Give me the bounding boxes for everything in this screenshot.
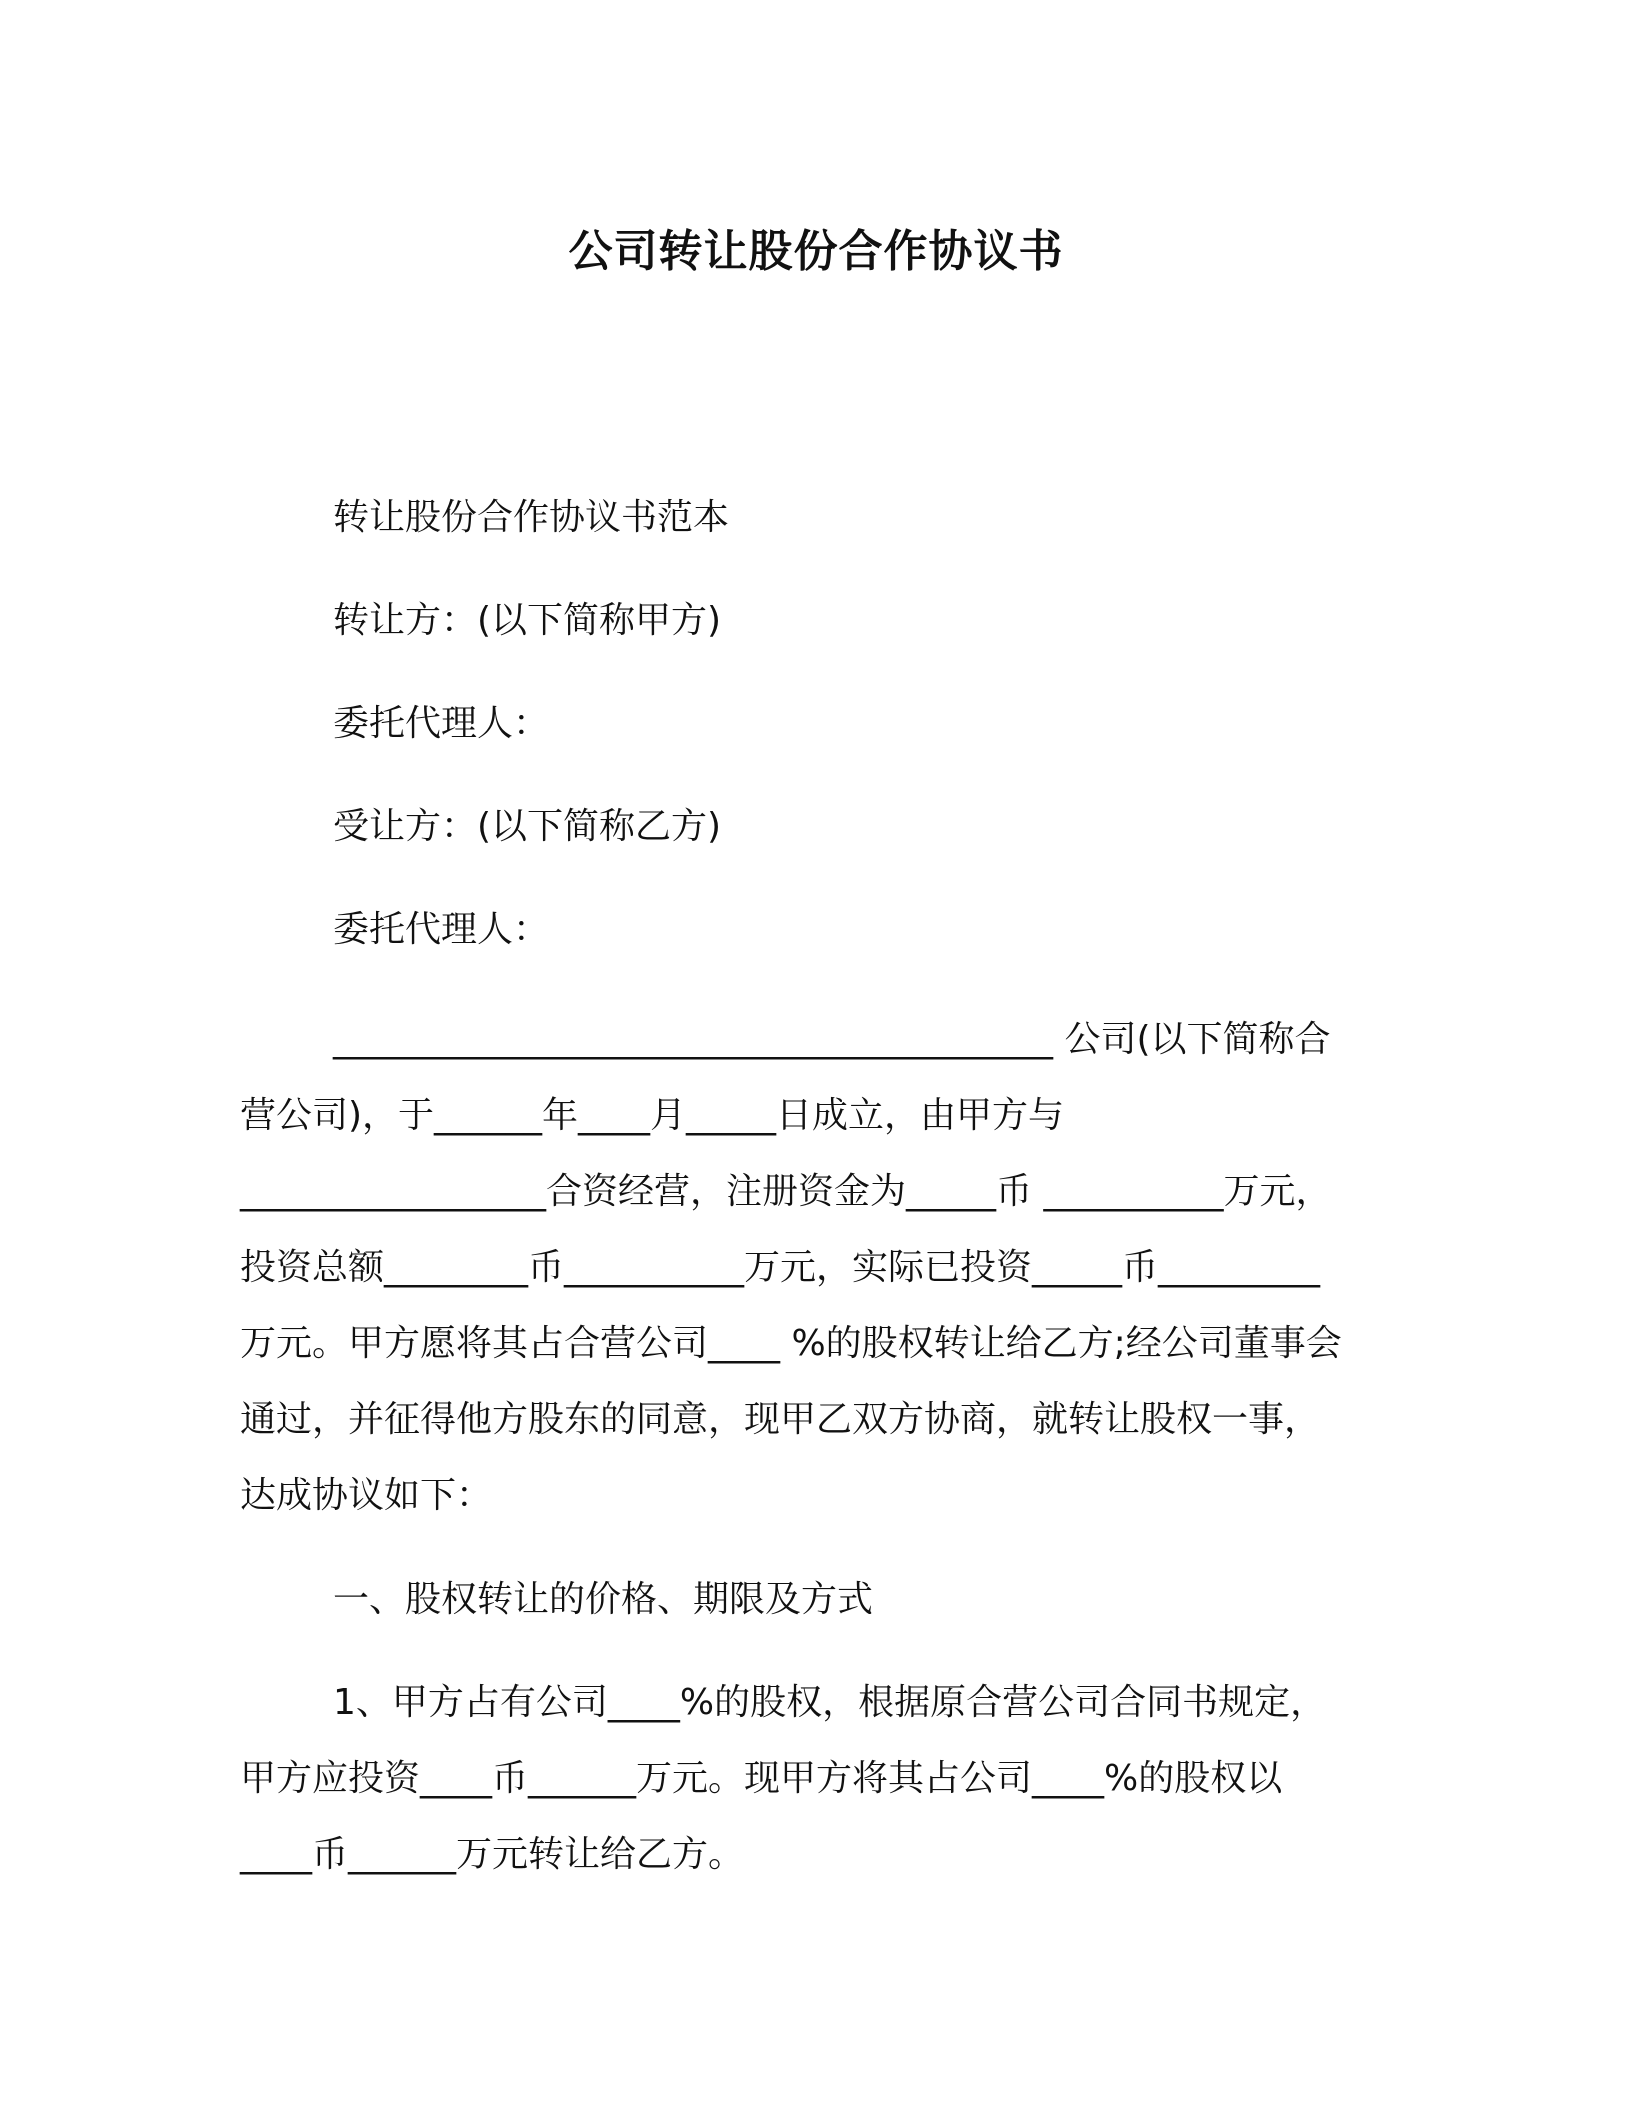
intro-paragraph-line: 投资总额________币__________万元，实际已投资_____币_________	[240, 1247, 1321, 1288]
agent-line-1: 委托代理人：	[333, 703, 550, 744]
subtitle-line: 转让股份合作协议书范本	[333, 497, 730, 538]
transferor-line: 转让方：(以下简称甲方)	[333, 600, 722, 641]
intro-paragraph-line: 通过，并征得他方股东的同意，现甲乙双方协商，就转让股权一事，	[240, 1399, 1321, 1440]
transferee-line: 受让方：(以下简称乙方)	[333, 806, 722, 847]
clause-line: 甲方应投资____币______万元。现甲方将其占公司____%的股权以	[240, 1758, 1283, 1799]
agent-line-2: 委托代理人：	[333, 909, 550, 950]
clause-line: ____币______万元转让给乙方。	[240, 1834, 745, 1875]
intro-paragraph-line: _________________合资经营，注册资金为_____币 __________万元，	[240, 1171, 1332, 1212]
intro-paragraph-line: 营公司)，于______年____月_____日成立，由甲方与	[240, 1095, 1065, 1136]
clause-line: 1、甲方占有公司____%的股权，根据原合营公司合同书规定，	[333, 1682, 1327, 1723]
intro-paragraph-line: 达成协议如下：	[240, 1475, 493, 1516]
document-title: 公司转让股份合作协议书	[568, 226, 1064, 277]
intro-paragraph-line: ________________________________________ 公司(以下简称合	[333, 1019, 1331, 1060]
intro-paragraph-line: 万元。甲方愿将其占合营公司____ %的股权转让给乙方;经公司董事会	[240, 1323, 1342, 1364]
section-heading: 一、股权转让的价格、期限及方式	[333, 1579, 874, 1620]
